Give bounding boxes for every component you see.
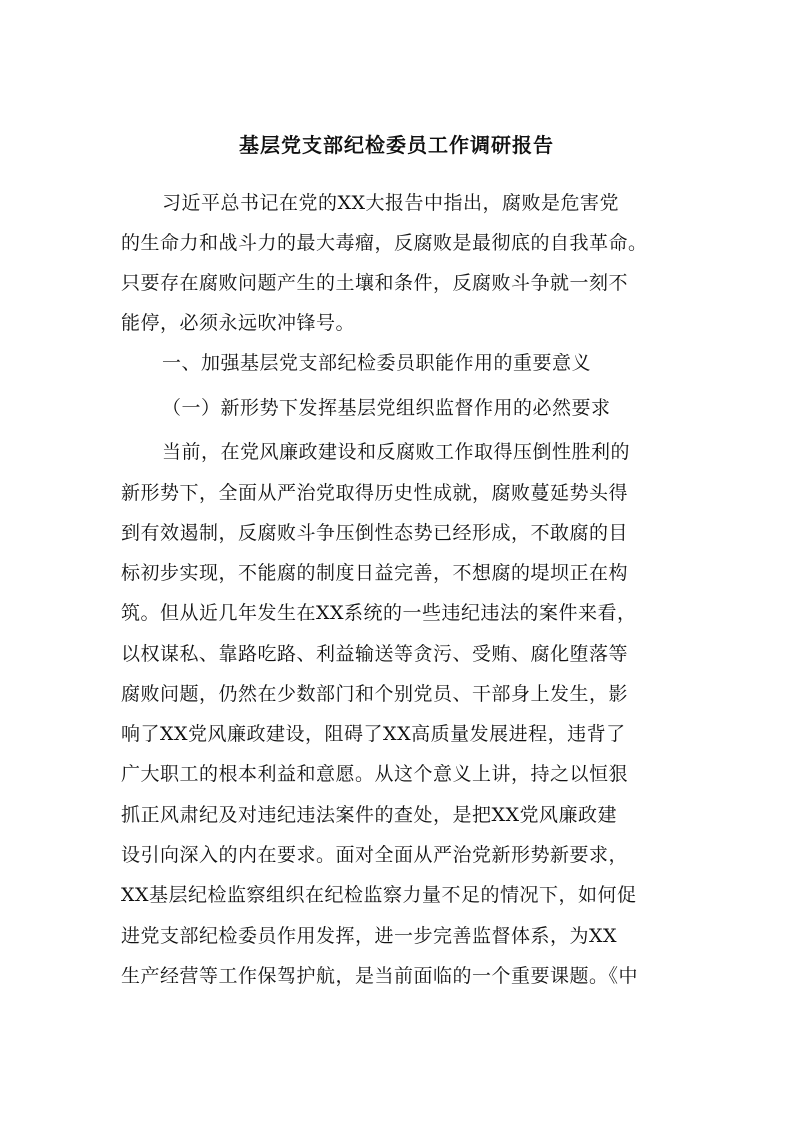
paragraph-line: 抓正风肃纪及对违纪违法案件的查处，是把XX党风廉政建 [121, 804, 618, 826]
document-title: 基层党支部纪检委员工作调研报告 [239, 133, 554, 157]
paragraph-line: 标初步实现，不能腐的制度日益完善，不想腐的堤坝正在构 [121, 562, 629, 584]
paragraph-line: 当前，在党风廉政建设和反腐败工作取得压倒性胜利的 [162, 441, 631, 463]
section-heading: 一、加强基层党支部纪检委员职能作用的重要意义 [162, 352, 592, 374]
paragraph-line: 腐败问题，仍然在少数部门和个别党员、干部身上发生，影 [121, 683, 629, 705]
paragraph-line: 能停，必须永远吹冲锋号。 [121, 312, 356, 334]
paragraph-line: 筑。但从近几年发生在XX系统的一些违纪违法的案件来看， [121, 602, 637, 624]
paragraph-line: 响了XX党风廉政建设，阻碍了XX高质量发展进程，违背了 [121, 723, 626, 745]
paragraph-line: 生产经营等工作保驾护航，是当前面临的一个重要课题。《中 [121, 965, 639, 987]
paragraph-line: 进党支部纪检委员作用发挥，进一步完善监督体系，为XX [121, 925, 618, 947]
paragraph-line: XX基层纪检监察组织在纪检监察力量不足的情况下，如何促 [121, 884, 637, 906]
subsection-heading: （一）新形势下发挥基层党组织监督作用的必然要求 [162, 397, 611, 419]
paragraph-line: 广大职工的根本利益和意愿。从这个意义上讲，持之以恒狠 [121, 763, 629, 785]
paragraph-line: 新形势下，全面从严治党取得历史性成就，腐败蔓延势头得 [121, 482, 629, 504]
paragraph-line: 习近平总书记在党的XX大报告中指出，腐败是危害党 [162, 192, 620, 214]
paragraph-line: 只要存在腐败问题产生的土壤和条件，反腐败斗争就一刻不 [121, 272, 629, 294]
paragraph-line: 以权谋私、靠路吃路、利益输送等贪污、受贿、腐化堕落等 [121, 643, 629, 665]
paragraph-line: 的生命力和战斗力的最大毒瘤，反腐败是最彻底的自我革命。 [121, 232, 648, 254]
paragraph-line: 设引向深入的内在要求。面对全面从严治党新形势新要求， [121, 844, 629, 866]
paragraph-line: 到有效遏制，反腐败斗争压倒性态势已经形成，不敢腐的目 [121, 522, 629, 544]
